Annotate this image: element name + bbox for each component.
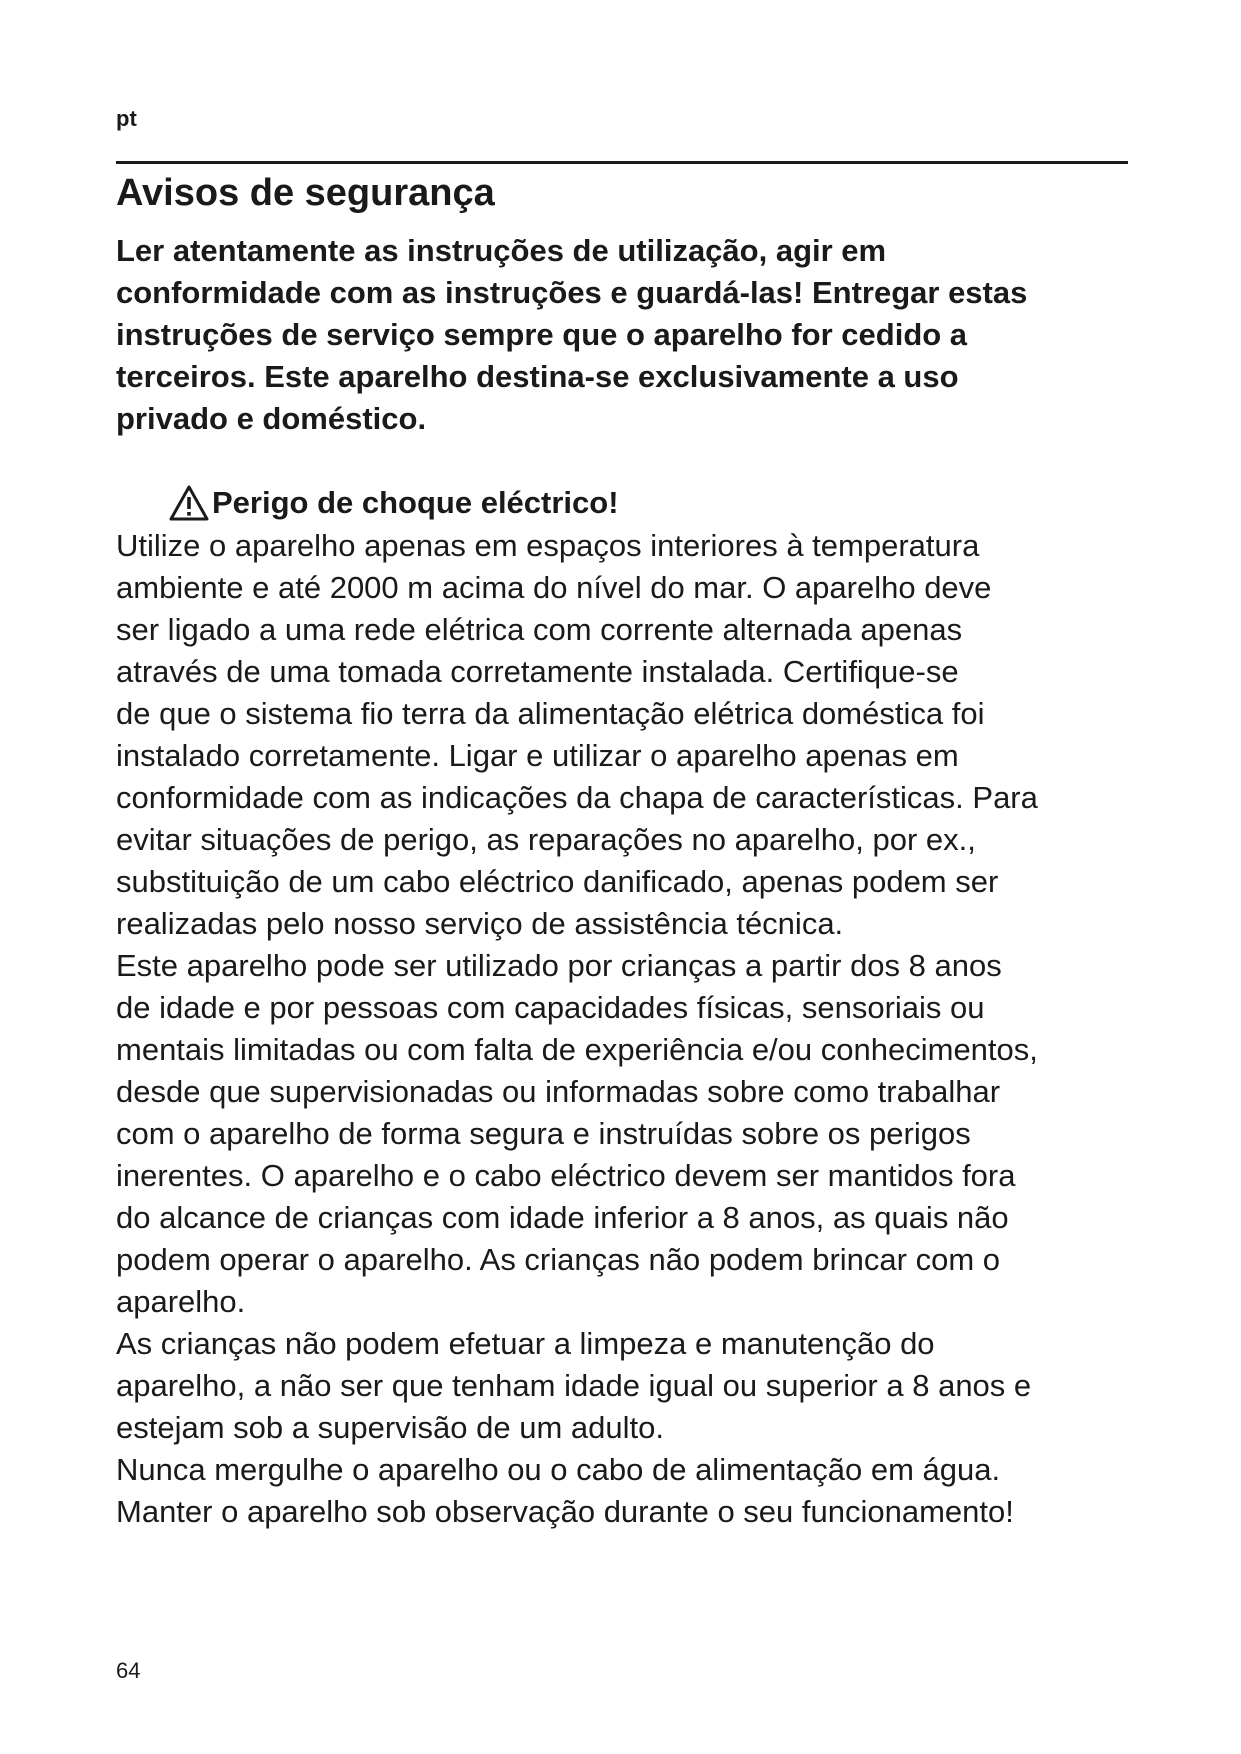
body-line: mentais limitadas ou com falta de experiência e/ou conhecimentos, xyxy=(116,1032,1038,1067)
body-line: conformidade com as indicações da chapa de características. Para xyxy=(116,780,1038,815)
intro-line: instruções de serviço sempre que o aparelho for cedido a xyxy=(116,317,968,352)
body-line: Este aparelho pode ser utilizado por crianças a partir dos 8 anos xyxy=(116,948,1002,983)
body-line: aparelho. xyxy=(116,1284,246,1319)
body-line: de idade e por pessoas com capacidades físicas, sensoriais ou xyxy=(116,990,985,1025)
body-line: ser ligado a uma rede elétrica com corrente alternada apenas xyxy=(116,612,963,647)
warning-heading-text: Perigo de choque eléctrico! xyxy=(212,485,619,520)
body-line: evitar situações de perigo, as reparações no aparelho, por ex., xyxy=(116,822,976,857)
body-line: substituição de um cabo eléctrico danificado, apenas podem ser xyxy=(116,864,999,899)
body-line: aparelho, a não ser que tenham idade igual ou superior a 8 anos e xyxy=(116,1368,1032,1403)
intro-line: conformidade com as instruções e guardá-las! Entregar estas xyxy=(116,275,1028,310)
body-line: do alcance de crianças com idade inferior a 8 anos, as quais não xyxy=(116,1200,1009,1235)
body-line: Manter o aparelho sob observação durante o seu funcionamento! xyxy=(116,1494,1014,1529)
body-line: realizadas pelo nosso serviço de assistência técnica. xyxy=(116,906,844,941)
body-line: com o aparelho de forma segura e instruídas sobre os perigos xyxy=(116,1116,971,1151)
intro-paragraph xyxy=(116,230,1027,440)
body-line: Nunca mergulhe o aparelho ou o cabo de alimentação em água. xyxy=(116,1452,1001,1487)
section-title: Avisos de segurança xyxy=(116,172,495,214)
body-line: desde que supervisionadas ou informadas sobre como trabalhar xyxy=(116,1074,1001,1109)
body-line: ambiente e até 2000 m acima do nível do mar. O aparelho deve xyxy=(116,570,992,605)
intro-line: privado e doméstico. xyxy=(116,401,427,436)
body-line: podem operar o aparelho. As crianças não podem brincar com o xyxy=(116,1242,1000,1277)
warning-body xyxy=(116,525,1038,1533)
warning-triangle-icon xyxy=(168,484,210,522)
body-line: estejam sob a supervisão de um adulto. xyxy=(116,1410,664,1445)
body-line: através de uma tomada corretamente instalada. Certifique-se xyxy=(116,654,959,689)
page-number: 64 xyxy=(116,1658,141,1683)
body-line: de que o sistema fio terra da alimentação elétrica doméstica foi xyxy=(116,696,985,731)
body-line: instalado corretamente. Ligar e utilizar o aparelho apenas em xyxy=(116,738,959,773)
header-rule xyxy=(116,161,1128,164)
intro-line: terceiros. Este aparelho destina-se exclusivamente a uso xyxy=(116,359,959,394)
body-line: As crianças não podem efetuar a limpeza e manutenção do xyxy=(116,1326,935,1361)
body-line: Utilize o aparelho apenas em espaços interiores à temperatura xyxy=(116,528,980,563)
language-code: pt xyxy=(116,106,137,131)
warning-heading xyxy=(168,482,619,524)
body-line: inerentes. O aparelho e o cabo eléctrico devem ser mantidos fora xyxy=(116,1158,1016,1193)
intro-line: Ler atentamente as instruções de utilização, agir em xyxy=(116,233,887,268)
